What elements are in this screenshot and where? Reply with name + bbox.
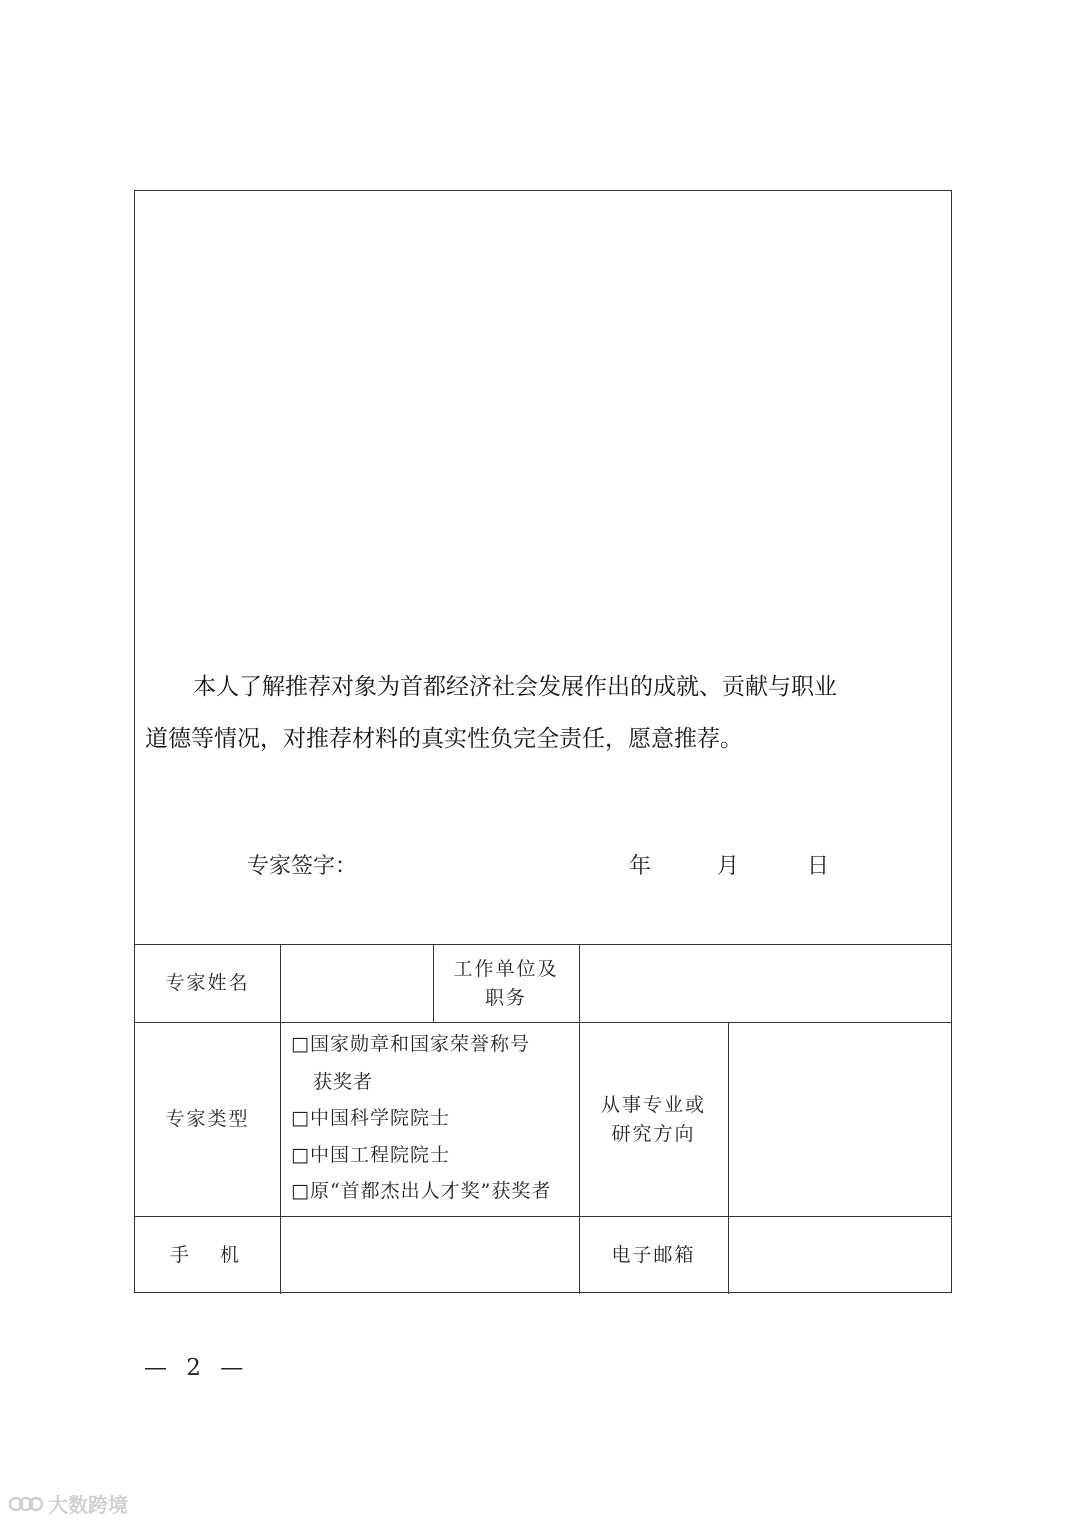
field-label-line-2: 研究方向 <box>611 1123 696 1145</box>
table-row-divider-1 <box>135 1022 951 1023</box>
email-label: 电子邮箱 <box>611 1244 696 1266</box>
phone-field[interactable] <box>282 1218 578 1292</box>
table-col-divider-1 <box>280 944 281 1294</box>
signature-label: 专家签字： <box>247 854 358 879</box>
org-label-line-1: 工作单位及 <box>453 958 559 980</box>
signature-day: 日 <box>807 854 830 879</box>
field-input[interactable] <box>730 1024 950 1214</box>
email-field[interactable] <box>730 1218 950 1292</box>
expert-name-field[interactable] <box>282 946 432 1021</box>
table-col-divider-4 <box>728 1022 729 1294</box>
page-number: — 2 — <box>144 1355 250 1381</box>
option-talent-award[interactable]: □原“首都杰出人才奖”获奖者 <box>291 1180 552 1202</box>
statement-line-1: 本人了解推荐对象为首都经济社会发展作出的成就、贡献与职业 <box>193 674 837 700</box>
option-national-medal[interactable]: □国家勋章和国家荣誉称号 <box>291 1033 530 1055</box>
signature-month: 月 <box>717 854 740 879</box>
option-national-medal-cont: 获奖者 <box>313 1071 374 1093</box>
table-top-border <box>135 944 951 945</box>
option-cas-academician[interactable]: □中国科学院院士 <box>291 1107 450 1129</box>
recommendation-form <box>134 190 952 1293</box>
org-field[interactable] <box>581 946 951 1021</box>
phone-label: 手 机 <box>169 1244 245 1266</box>
option-cae-academician[interactable]: □中国工程院院士 <box>291 1144 450 1166</box>
table-row-divider-2 <box>135 1216 951 1217</box>
expert-name-label: 专家姓名 <box>165 972 250 994</box>
statement-line-2: 道德等情况，对推荐材料的真实性负完全责任，愿意推荐。 <box>145 726 743 752</box>
signature-year: 年 <box>629 854 652 879</box>
field-label-line-1: 从事专业或 <box>600 1094 706 1116</box>
watermark-logo-icon <box>8 1493 44 1515</box>
expert-type-label: 专家类型 <box>165 1108 250 1130</box>
watermark <box>8 1489 128 1518</box>
org-label-line-2: 职务 <box>484 987 527 1009</box>
watermark-text: 大数跨境 <box>48 1493 128 1517</box>
